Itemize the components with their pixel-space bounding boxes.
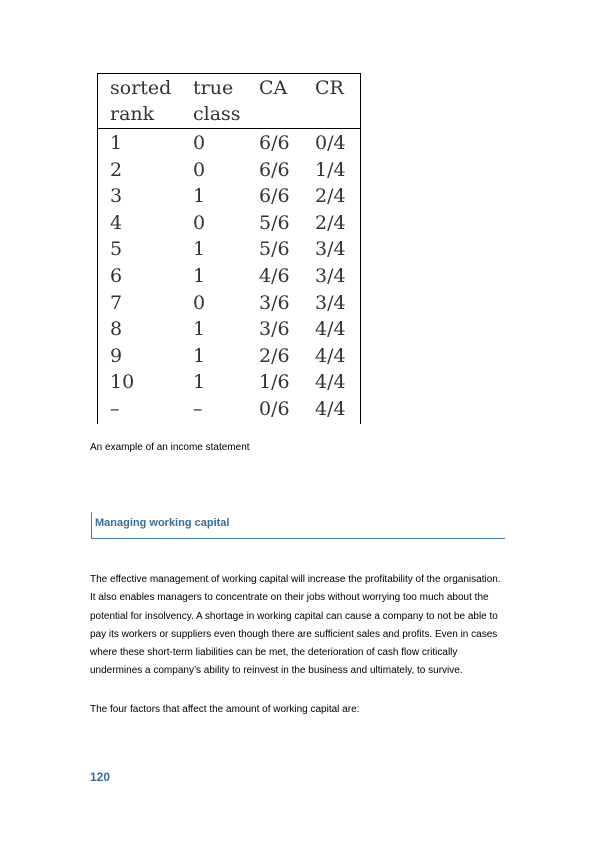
class-cell: 1 [193, 344, 206, 367]
class-cell: 0 [193, 158, 206, 181]
class-cell: 0 [193, 291, 206, 314]
class-cell: 0 [193, 211, 206, 234]
rank-cell: 6 [110, 265, 123, 287]
rank-cell: 7 [110, 291, 123, 314]
section-heading: Managing working capital [95, 517, 230, 529]
ca-cell: 6/6 [259, 158, 290, 181]
class-cell: – [193, 398, 203, 420]
rank-cell: 4 [110, 211, 123, 234]
paragraph-line: undermines a company’s ability to reinvest in the business and ultimately, to survive. [90, 665, 463, 677]
table-top-rule [97, 73, 361, 74]
figure-caption: An example of an income statement [90, 442, 250, 453]
rank-cell: 1 [110, 132, 123, 154]
page-number: 120 [90, 770, 111, 784]
ca-cell: 5/6 [259, 238, 290, 261]
cr-cell: 4/4 [315, 318, 346, 341]
ca-cell: 0/6 [259, 398, 290, 420]
ca-cell: 6/6 [259, 132, 290, 154]
ca-cell: 4/6 [259, 265, 290, 287]
body-paragraph [90, 571, 510, 681]
ca-cell: 2/6 [259, 344, 290, 367]
cr-cell: 3/4 [315, 238, 346, 261]
cr-cell: 4/4 [315, 344, 346, 367]
body-paragraph-2: The four factors that affect the amount of working capital are: [90, 704, 360, 715]
cr-cell: 4/4 [315, 398, 346, 420]
rank-cell: 2 [110, 158, 123, 181]
cr-cell: 3/4 [315, 265, 346, 287]
class-cell: 1 [193, 318, 206, 341]
header-rule [98, 128, 360, 129]
class-cell: 1 [193, 185, 206, 208]
rank-cell: 9 [110, 344, 123, 367]
header-cr: CR [315, 77, 344, 99]
rank-cell: – [110, 398, 120, 420]
ca-cell: 3/6 [259, 291, 290, 314]
cr-cell: 4/4 [315, 371, 346, 394]
header-sorted-rank: sorted rank [110, 77, 172, 125]
class-cell: 1 [193, 371, 206, 394]
class-cell: 1 [193, 265, 206, 287]
ca-cell: 1/6 [259, 371, 290, 394]
ca-cell: 5/6 [259, 211, 290, 234]
paragraph-line: where these short-term liabilities can be met, the deterioration of cash flow critically [90, 647, 458, 659]
header-ca: CA [259, 77, 288, 99]
ca-cell: 3/6 [259, 318, 290, 341]
cr-cell: 3/4 [315, 291, 346, 314]
cr-cell: 0/4 [315, 132, 346, 154]
ca-cell: 6/6 [259, 185, 290, 208]
rank-cell: 3 [110, 185, 123, 208]
paragraph-line: pay its workers or suppliers even though there are sufficient sales and profits. Even in cases [90, 628, 498, 640]
ranking-table [97, 73, 361, 424]
paragraph-line: potential for insolvency. A shortage in working capital can cause a company to not be able to [90, 610, 498, 622]
header-true-class: true class [193, 77, 241, 125]
rank-cell: 8 [110, 318, 123, 341]
rank-cell: 5 [110, 238, 123, 261]
paragraph-line: It also enables managers to concentrate on their jobs without worrying too much about the [90, 592, 489, 604]
class-cell: 0 [193, 132, 206, 154]
section-heading-box [91, 512, 505, 539]
cr-cell: 1/4 [315, 158, 346, 181]
paragraph-line: The effective management of working capital will increase the profitability of the organisation. [90, 574, 501, 585]
cr-cell: 2/4 [315, 185, 346, 208]
class-cell: 1 [193, 238, 206, 261]
rank-cell: 10 [110, 371, 135, 394]
cr-cell: 2/4 [315, 211, 346, 234]
